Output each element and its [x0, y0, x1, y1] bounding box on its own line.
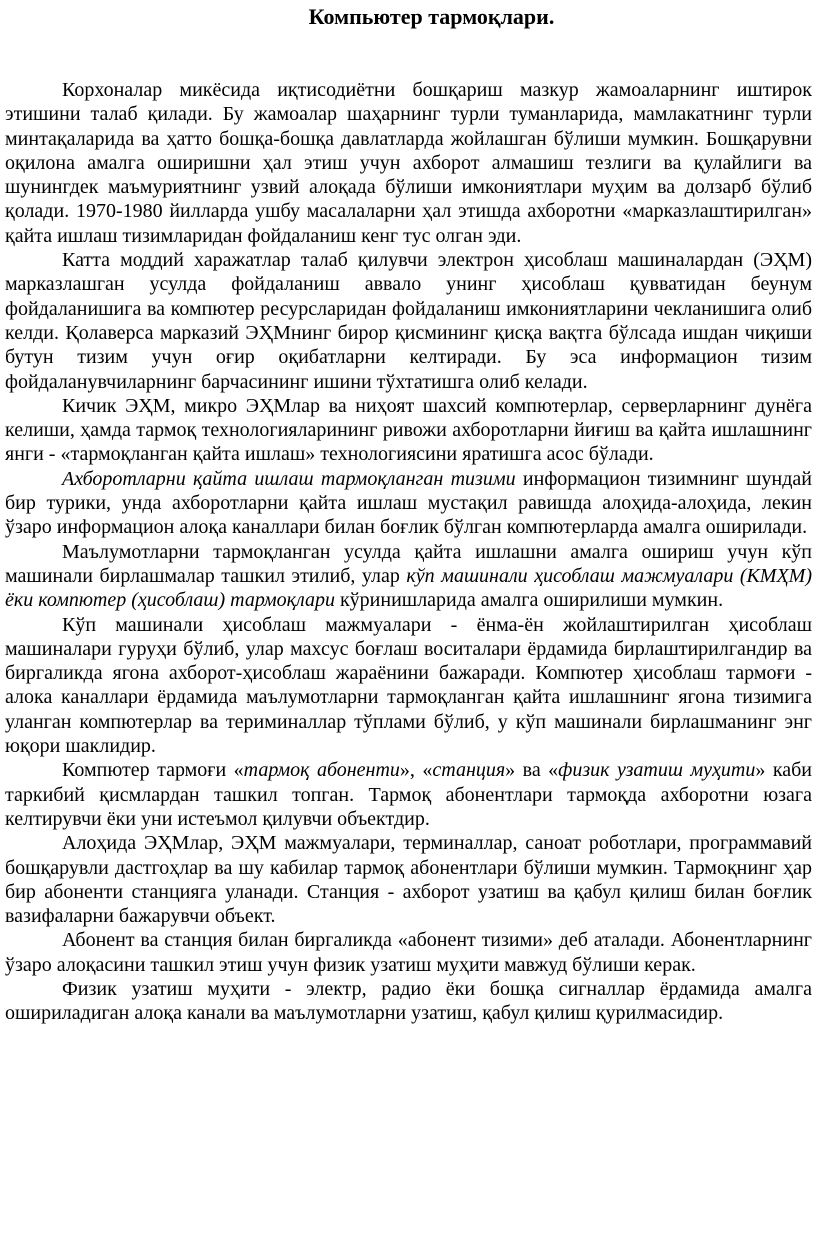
paragraph	[5, 758, 812, 831]
paragraph	[5, 394, 812, 467]
paragraph-text: Кичик ЭҲМ, микро ЭҲМлар ва ниҳоят шахсий компютерлар, серверларнинг дунёга келиши, ҳамда тармоқ технологияларининг ривожи ахборотларни йиғиш ва қайта ишлашнинг янги - «тармоқланган қайта ишлаш» технологиясини яратишга асос бўлади.	[5, 394, 812, 466]
paragraph-text: информацион тизимнинг шундай бир турики, унда ахборотларни қайта ишлаш мустақил равишда алоҳида-алоҳида, лекин ўзаро информацион алоқа каналлари билан боғлик бўлган компютерларда амалга оширилади.	[5, 467, 812, 539]
page-title: Компьютер тармоқлари.	[308, 4, 555, 29]
paragraph-text: Алоҳида ЭҲМлар, ЭҲМ мажмуалари, терминаллар, саноат роботлари, программавий бошқарувли дастгоҳлар ва шу кабилар тармоқ абонентлари бўлиши мумкин. Тармоқнинг ҳар бир абоненти станцияга уланади. Станция - ахборот узатиш ва қабул қилиш билан боғлик вазифаларни бажарувчи объект.	[5, 832, 812, 928]
paragraph-text: » ва «	[505, 759, 559, 782]
paragraph-text: Физик узатиш муҳити - электр, радио ёки бошқа сигналлар ёрдамида амалга ошириладиган алоқа канали ва маълумотларни узатиш, қабул қилиш қурилмасидир.	[5, 977, 812, 1025]
paragraph	[5, 928, 812, 977]
italic-text: Ахборотларни қайта ишлаш тармоқланган тизими	[62, 467, 516, 490]
paragraph	[5, 248, 812, 394]
paragraph	[5, 613, 812, 759]
paragraph	[5, 467, 812, 540]
document-body	[5, 78, 812, 1026]
italic-text: физик узатиш муҳити	[558, 759, 756, 782]
paragraph	[5, 831, 812, 928]
paragraph-text: », «	[399, 759, 433, 782]
paragraph	[5, 977, 812, 1026]
paragraph-text: кўринишларида амалга оширилиши мумкин.	[334, 589, 724, 612]
paragraph	[5, 540, 812, 613]
paragraph-text: Маълумотларни тармоқланган усулда қайта ишлашни амалга ошириш учун кўп машинали бирлашмалар ташкил этилиб, улар	[5, 540, 812, 587]
paragraph-text: Корхоналар микёсида иқтисодиётни бошқариш мазкур жамоаларнинг иштирок этишини талаб қилади. Бу жамоалар шаҳарнинг турли туманларида, мамлакатнинг турли минтақаларида ва ҳатто бошқа-бошқа давлатларда жойлашган бўлиши мумкин. Бошқарувни оқилона амалга оширишни ҳал этиш учун ахборот алмашиш тезлиги ва қулайлиги ва шунингдек маъмуриятнинг узвий алоқада бўлиши имкониятлари муҳим ва долзарб бўлиб қолади. 1970-1980 йилларда ушбу масалаларни ҳал этишда ахборотни «марказлаштирилган» қайта ишлаш тизимларидан фойдаланиш кенг тус олган эди.	[5, 79, 812, 247]
paragraph-text: » каби таркибий қисмлардан ташкил топган. Тармоқ абонентлари тармоқда ахборотни юзага келтирувчи ёки уни истеъмол қилувчи объектдир.	[5, 759, 812, 830]
paragraph-text: Кўп машинали ҳисоблаш мажмуалари - ёнма-ён жойлаштирилган ҳисоблаш машиналари гуруҳи бўлиб, улар махсус боғлаш воситалари ёрдамида бирлаштирилгандир ва биргаликда ягона ахборот-ҳисоблаш жараёнини бажаради. Компютер ҳисоблаш тармоғи - алока каналлари ёрдамида маълумотларни тармоқланган қайта ишлашнинг ягона тизимига уланган компютерлар ва териминаллар тўплами бўлиб, у кўп машинали бирлашманинг энг юқори шаклидир.	[5, 613, 812, 758]
italic-text: станция	[432, 759, 506, 782]
paragraph-text: Компютер тармоғи «	[62, 759, 244, 782]
italic-text: кўп машинали ҳисоблаш мажмуалари (КМҲМ) ёки компютер (ҳисоблаш) тармоқлари	[5, 564, 812, 612]
paragraph-text: Катта моддий харажатлар талаб қилувчи электрон ҳисоблаш машиналардан (ЭҲМ) марказлашган усулда фойдаланиш аввало унинг ҳисоблаш қувватидан беунум фойдаланишига ва компютер ресурсларидан фойдаланиш имкониятларини чекланишига олиб келди. Қолаверса марказий ЭҲМнинг бирор қисмининг қисқа вақтга бўлсада ишдан чиқиши бутун тизим учун оғир оқибатларни келтиради. Бу эса информацион тизим фойдаланувчиларнинг барчасининг ишини тўхтатишга олиб келади.	[5, 249, 812, 393]
italic-text: тармоқ абоненти	[243, 759, 400, 782]
paragraph-text: Абонент ва станция билан биргаликда «абонент тизими» деб аталади. Абонентларнинг ўзаро алоқасини ташкил этиш учун физик узатиш муҳити мавжуд бўлиши керак.	[5, 929, 812, 976]
paragraph	[5, 78, 812, 248]
